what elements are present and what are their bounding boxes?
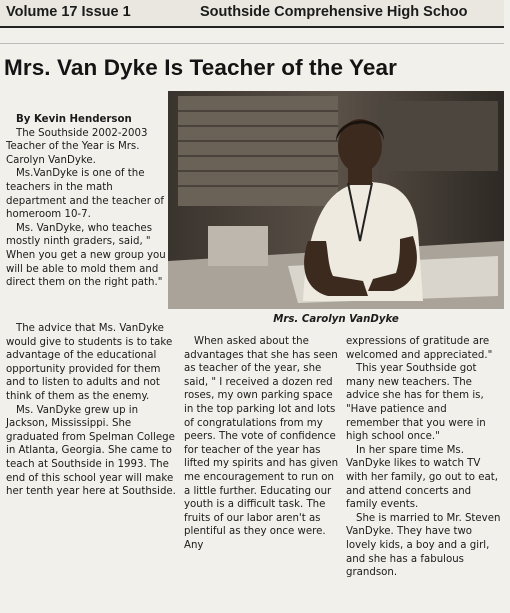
issue-label: Volume 17 Issue 1 [6,4,131,20]
paragraph: expressions of gratitude are welcomed and appreciated." [346,336,493,361]
paragraph: The Southside 2002-2003 Teacher of the Year is Mrs. Carolyn VanDyke. [6,127,148,166]
paragraph: Ms. VanDyke, who teaches mostly ninth graders, said, " When you get a new group you will be able to mold them and direct them on the right path." [6,222,166,289]
paragraph: In her spare time Ms. VanDyke likes to watch TV with her family, go out to eat, and attend concerts and family events. [346,444,498,511]
headline: Mrs. Van Dyke Is Teacher of the Year [4,55,397,80]
paragraph: This year Southside got many new teachers. The advice she has for them is, "Have patience and remember that you were in high school once." [346,363,486,443]
article-column-1-continued [6,322,178,499]
school-name: Southside Comprehensive High Schoo [200,4,468,20]
photo-caption: Mrs. Carolyn VanDyke [273,314,399,325]
paragraph: She is married to Mr. Steven VanDyke. They have two lovely kids, a boy and a girl, and she has a fabulous grandson. [346,512,501,579]
masthead [0,0,504,28]
teacher-photo-image [168,91,504,309]
article-column-2 [184,335,340,553]
article-column-1 [6,113,176,290]
divider [0,43,504,44]
paragraph: Ms.VanDyke is one of the teachers in the math department and the teacher of homeroom 10-7. [6,168,164,221]
article-column-3 [346,335,502,580]
teacher-photo [168,91,504,309]
paragraph: The advice that Ms. VanDyke would give to students is to take advantage of the educational opportunity provided for them and to listen to adults and not think of them as the enemy. [6,323,173,402]
byline: By Kevin Henderson [16,114,132,125]
paragraph: Ms. VanDyke grew up in Jackson, Mississippi. She graduated from Spelman College in Atlanta, Georgia. She came to teach at Southside in 1993. The end of this school year will make her tenth year here at Southside. [6,404,176,498]
paragraph: When asked about the advantages that she has seen as teacher of the year, she said, " I received a dozen red roses, my own parking space in the top parking lot and lots of congratulations from my peers. The vote of confidence for teacher of the year has lifted my spirits and has given me encouragement to run on a little further. Educating our youth is a difficult task. The fruits of our labor aren't as plentiful as they once were. Any [184,336,339,551]
